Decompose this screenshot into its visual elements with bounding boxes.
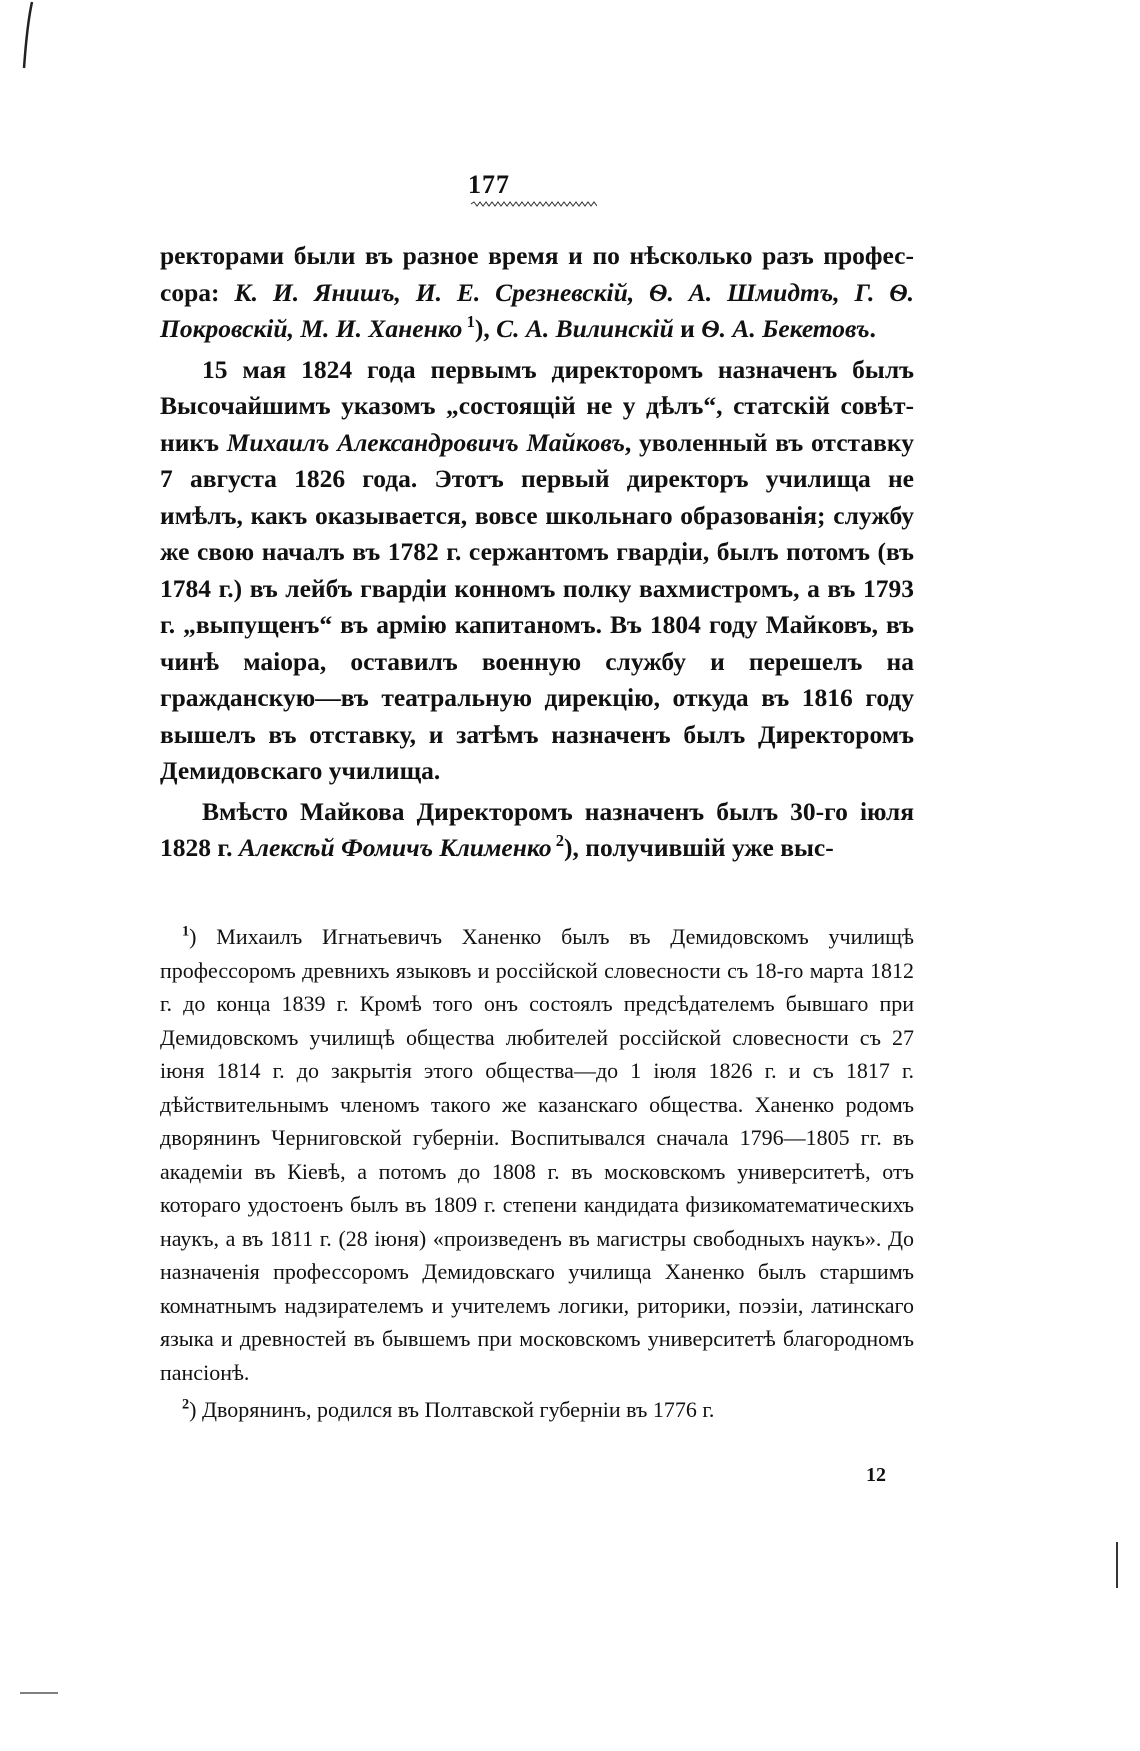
footnote-mark: 2 bbox=[182, 1396, 190, 1413]
scan-edge-mark bbox=[20, 1690, 60, 1696]
footnote bbox=[160, 1393, 914, 1427]
footnote-mark: 1 bbox=[182, 923, 190, 940]
scan-edge-mark bbox=[18, 0, 38, 70]
paragraph: 15 мая 1824 года первымъ директоромъ назначенъ былъ Высочайшимъ указомъ „состоящій не у дѣлъ“, статскій совѣтникъ Михаилъ Александровичъ Майковъ, уволенный въ отставку 7 августа 1826 года. Этотъ первый директоръ училища не имѣлъ, какъ оказывается, вовсе школьнаго образованія; службу же свою началъ въ 1782 г. сержантомъ гвардіи, былъ потомъ (въ 1784 г.) въ лейбъ гвардіи конномъ полку вахмистромъ, а въ 1793 г. „выпущенъ“ въ армію капитаномъ. Въ 1804 году Майковъ, въ чинѣ маіора, оставилъ военную службу и перешелъ на гражданскую—въ театральную дирекцію, откуда въ 1816 году вышелъ въ отставку, и затѣмъ назначенъ былъ Директоромъ Демидовскаго училища. bbox=[160, 354, 914, 785]
signature-mark: 12 bbox=[866, 1464, 886, 1486]
scan-edge-mark bbox=[1112, 1540, 1122, 1590]
footnote bbox=[160, 920, 914, 1389]
footnote-text: ) Михаилъ Игнатьевичъ Ханенко былъ въ Демидовскомъ училищѣ профессоромъ древнихъ языковъ и россійской словесности съ 18-го марта 1812 г. до конца 1839 г. Кромѣ того онъ состоялъ предсѣдателемъ бывшаго при Демидовскомъ училищѣ общества любителей россійской словесности съ 27 іюня 1814 г. до закрытія этого общества—до 1 іюля 1826 г. и съ 1817 г. дѣйствительнымъ членомъ такого же казанскаго общества. Ханенко родомъ дворянинъ Черниговской губерніи. Воспитывался сначала 1796—1805 гг. въ академіи въ Кіевѣ, а потомъ до 1808 г. въ московскомъ университетѣ, отъ котораго удостоенъ былъ въ 1809 г. степени кандидата физикоматематическихъ наукъ, а въ 1811 г. (28 іюня) «произведенъ въ магистры свободныхъ наукъ». До назначенія профессоромъ Демидовскаго училища Ханенко былъ старшимъ комнатнымъ надзирателемъ и учителемъ логики, риторики, поэзіи, латинскаго языка и древностей въ бывшемъ при московскомъ университетѣ благородномъ пансіонѣ. bbox=[160, 924, 914, 1385]
page-number: 177 bbox=[468, 170, 510, 199]
footnotes bbox=[160, 920, 914, 1427]
main-text bbox=[160, 238, 914, 867]
footnote-text: ) Дворянинъ, родился въ Полтавской губерніи въ 1776 г. bbox=[189, 1397, 715, 1422]
page-number-rule bbox=[471, 201, 597, 207]
paragraph: Вмѣсто Майкова Директоромъ назначенъ былъ 30-го іюля 1828 г. Алексѣй Фомичъ Клименко $^2$), получившій уже выс- bbox=[160, 796, 914, 862]
paragraph: ректорами были въ разное время и по нѣсколько разъ профессора: К. И. Янишъ, И. Е. Срезневскій, Ѳ. А. Шмидтъ, Г. Ѳ. Покровскій, М. И. Ханенко $^1$), С. А. Вилинскій и Ѳ. А. Бекетовъ. bbox=[160, 241, 914, 343]
